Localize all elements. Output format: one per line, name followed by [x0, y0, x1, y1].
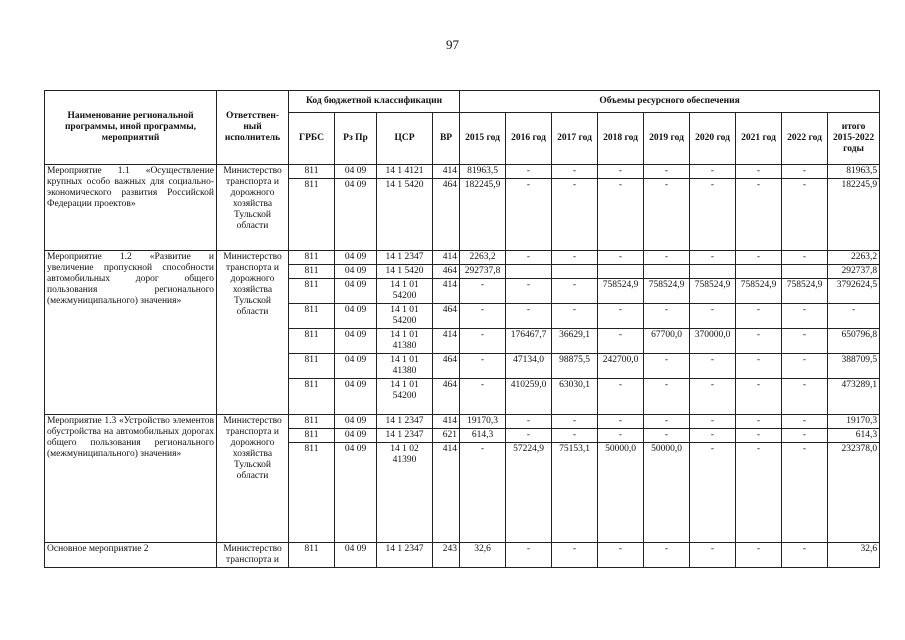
- volume-cell: -: [506, 304, 552, 329]
- volume-cell: -: [506, 429, 552, 443]
- csr-cell: 14 1 5420: [377, 265, 433, 279]
- table-row: [45, 165, 880, 179]
- volume-cell: 614,3: [460, 429, 506, 443]
- volume-cell: -: [598, 429, 644, 443]
- measure-name: Основное мероприятие 2: [45, 543, 217, 568]
- grbs-cell: 811: [289, 354, 335, 379]
- volume-cell: 176467,7: [506, 329, 552, 354]
- measure-executor: Министерство транспорта и дорожного хозяйства Тульской области: [217, 251, 289, 415]
- volume-cell: -: [598, 304, 644, 329]
- table-row: [45, 543, 880, 568]
- volume-cell: -: [782, 429, 828, 443]
- volume-cell: -: [506, 543, 552, 568]
- volume-cell: 242700,0: [598, 354, 644, 379]
- vr-cell: 414: [433, 329, 460, 354]
- volume-cell: -: [552, 251, 598, 265]
- volume-cell: 2263,2: [460, 251, 506, 265]
- grbs-cell: 811: [289, 251, 335, 265]
- volume-cell: -: [690, 429, 736, 443]
- volume-cell: 758524,9: [782, 279, 828, 304]
- volume-cell: -: [644, 304, 690, 329]
- vr-cell: 464: [433, 265, 460, 279]
- volume-cell: -: [690, 304, 736, 329]
- header-name: Наименование региональной программы, иной программы, мероприятий: [45, 91, 217, 165]
- rzpr-cell: 04 09: [335, 265, 377, 279]
- volume-cell: -: [736, 543, 782, 568]
- volume-cell: [644, 265, 690, 279]
- volume-cell: -: [736, 443, 782, 543]
- grbs-cell: 811: [289, 179, 335, 251]
- volume-cell: -: [598, 379, 644, 415]
- volume-cell: 370000,0: [690, 329, 736, 354]
- csr-cell: 14 1 2347: [377, 251, 433, 265]
- volume-cell: -: [782, 379, 828, 415]
- header-year: 2017 год: [552, 113, 598, 165]
- volume-cell: -: [552, 429, 598, 443]
- volume-cell: 75153,1: [552, 443, 598, 543]
- vr-cell: 414: [433, 443, 460, 543]
- volume-cell: 63030,1: [552, 379, 598, 415]
- header-csr: ЦСР: [377, 113, 433, 165]
- measure-executor: Министерство транспорта и дорожного хозяйства Тульской области: [217, 415, 289, 543]
- volume-cell: -: [690, 379, 736, 415]
- volume-cell: -: [736, 165, 782, 179]
- volume-cell: 50000,0: [644, 443, 690, 543]
- volume-cell: -: [690, 354, 736, 379]
- vr-cell: 243: [433, 543, 460, 568]
- header-total: итого 2015-2022 годы: [828, 113, 880, 165]
- rzpr-cell: 04 09: [335, 251, 377, 265]
- volume-cell: -: [690, 179, 736, 251]
- total-cell: 232378,0: [828, 443, 880, 543]
- rzpr-cell: 04 09: [335, 429, 377, 443]
- rzpr-cell: 04 09: [335, 379, 377, 415]
- volume-cell: -: [598, 179, 644, 251]
- volume-cell: -: [598, 415, 644, 429]
- volume-cell: 182245,9: [460, 179, 506, 251]
- volume-cell: -: [782, 443, 828, 543]
- header-year: 2015 год: [460, 113, 506, 165]
- volume-cell: -: [690, 543, 736, 568]
- grbs-cell: 811: [289, 329, 335, 354]
- volume-cell: -: [460, 329, 506, 354]
- header-grbs: ГРБС: [289, 113, 335, 165]
- volume-cell: -: [736, 379, 782, 415]
- volume-cell: 758524,9: [644, 279, 690, 304]
- volume-cell: -: [736, 415, 782, 429]
- header-year: 2021 год: [736, 113, 782, 165]
- volume-cell: -: [782, 415, 828, 429]
- volume-cell: -: [552, 415, 598, 429]
- volume-cell: -: [690, 415, 736, 429]
- vr-cell: 414: [433, 165, 460, 179]
- header-year: 2022 год: [782, 113, 828, 165]
- resource-table: [44, 90, 880, 568]
- volume-cell: -: [552, 304, 598, 329]
- volume-cell: -: [644, 354, 690, 379]
- volume-cell: -: [782, 251, 828, 265]
- total-cell: 2263,2: [828, 251, 880, 265]
- csr-cell: 14 1 2347: [377, 429, 433, 443]
- rzpr-cell: 04 09: [335, 179, 377, 251]
- grbs-cell: 811: [289, 304, 335, 329]
- rzpr-cell: 04 09: [335, 543, 377, 568]
- volume-cell: [690, 265, 736, 279]
- volume-cell: -: [598, 165, 644, 179]
- header-year: 2020 год: [690, 113, 736, 165]
- rzpr-cell: 04 09: [335, 354, 377, 379]
- table-row: [45, 251, 880, 265]
- volume-cell: [552, 265, 598, 279]
- volume-cell: -: [552, 543, 598, 568]
- volume-cell: -: [644, 415, 690, 429]
- volume-cell: 292737,8: [460, 265, 506, 279]
- vr-cell: 414: [433, 279, 460, 304]
- csr-cell: 14 1 2347: [377, 415, 433, 429]
- measure-executor: Министерство транспорта и дорожного хозяйства Тульской области: [217, 165, 289, 251]
- volume-cell: 81963,5: [460, 165, 506, 179]
- header-kbk: Код бюджетной классификации: [289, 91, 460, 113]
- table-row: [45, 415, 880, 429]
- total-cell: 473289,1: [828, 379, 880, 415]
- volume-cell: [782, 265, 828, 279]
- volume-cell: -: [644, 165, 690, 179]
- volume-cell: 410259,0: [506, 379, 552, 415]
- volume-cell: -: [736, 354, 782, 379]
- volume-cell: -: [736, 429, 782, 443]
- volume-cell: -: [782, 165, 828, 179]
- volume-cell: -: [552, 179, 598, 251]
- header-year: 2018 год: [598, 113, 644, 165]
- csr-cell: 14 1 01 54200: [377, 304, 433, 329]
- measure-name: Мероприятие 1.2 «Развитие и увеличение пропускной способности автомобильных дорог общего пользования регионального (межмуниципального) значения»: [45, 251, 217, 415]
- rzpr-cell: 04 09: [335, 279, 377, 304]
- rzpr-cell: 04 09: [335, 329, 377, 354]
- csr-cell: 14 1 02 41390: [377, 443, 433, 543]
- grbs-cell: 811: [289, 379, 335, 415]
- volume-cell: -: [782, 179, 828, 251]
- volume-cell: -: [506, 415, 552, 429]
- csr-cell: 14 1 5420: [377, 179, 433, 251]
- volume-cell: -: [460, 304, 506, 329]
- total-cell: 19170,3: [828, 415, 880, 429]
- rzpr-cell: 04 09: [335, 165, 377, 179]
- volume-cell: -: [506, 165, 552, 179]
- volume-cell: -: [460, 354, 506, 379]
- volume-cell: -: [736, 304, 782, 329]
- volume-cell: 57224,9: [506, 443, 552, 543]
- volume-cell: 758524,9: [690, 279, 736, 304]
- vr-cell: 464: [433, 179, 460, 251]
- volume-cell: 19170,3: [460, 415, 506, 429]
- header-rzpr: Рз Пр: [335, 113, 377, 165]
- total-cell: 32,6: [828, 543, 880, 568]
- header-year: 2019 год: [644, 113, 690, 165]
- volume-cell: -: [782, 329, 828, 354]
- csr-cell: 14 1 4121: [377, 165, 433, 179]
- measure-name: Мероприятие 1.1 «Осуществление крупных особо важных для социально-экономического развития Российской Федерации проектов»: [45, 165, 217, 251]
- grbs-cell: 811: [289, 279, 335, 304]
- csr-cell: 14 1 01 54200: [377, 279, 433, 304]
- grbs-cell: 811: [289, 265, 335, 279]
- total-cell: 614,3: [828, 429, 880, 443]
- grbs-cell: 811: [289, 429, 335, 443]
- csr-cell: 14 1 2347: [377, 543, 433, 568]
- volume-cell: -: [690, 251, 736, 265]
- volume-cell: 67700,0: [644, 329, 690, 354]
- volume-cell: [736, 265, 782, 279]
- volume-cell: -: [736, 179, 782, 251]
- total-cell: 388709,5: [828, 354, 880, 379]
- grbs-cell: 811: [289, 443, 335, 543]
- volume-cell: -: [736, 329, 782, 354]
- volume-cell: 47134,0: [506, 354, 552, 379]
- grbs-cell: 811: [289, 415, 335, 429]
- volume-cell: 758524,9: [598, 279, 644, 304]
- volume-cell: -: [460, 379, 506, 415]
- volume-cell: -: [552, 165, 598, 179]
- rzpr-cell: 04 09: [335, 443, 377, 543]
- grbs-cell: 811: [289, 165, 335, 179]
- volume-cell: -: [506, 179, 552, 251]
- volume-cell: 758524,9: [736, 279, 782, 304]
- volume-cell: 98875,5: [552, 354, 598, 379]
- volume-cell: -: [690, 165, 736, 179]
- volume-cell: -: [644, 379, 690, 415]
- volume-cell: -: [644, 179, 690, 251]
- vr-cell: 414: [433, 415, 460, 429]
- volume-cell: -: [460, 279, 506, 304]
- measure-executor: Министерство транспорта и: [217, 543, 289, 568]
- total-cell: 182245,9: [828, 179, 880, 251]
- volume-cell: 36629,1: [552, 329, 598, 354]
- vr-cell: 414: [433, 251, 460, 265]
- volume-cell: 32,6: [460, 543, 506, 568]
- volume-cell: -: [552, 279, 598, 304]
- header-vr: ВР: [433, 113, 460, 165]
- volume-cell: -: [644, 429, 690, 443]
- csr-cell: 14 1 01 41380: [377, 354, 433, 379]
- total-cell: 3792624,5: [828, 279, 880, 304]
- header-volumes: Объемы ресурсного обеспечения: [460, 91, 880, 113]
- volume-cell: -: [644, 543, 690, 568]
- vr-cell: 621: [433, 429, 460, 443]
- volume-cell: -: [506, 279, 552, 304]
- volume-cell: -: [506, 251, 552, 265]
- volume-cell: -: [644, 251, 690, 265]
- header-year: 2016 год: [506, 113, 552, 165]
- measure-name: Мероприятие 1.3 «Устройство элементов обустройства на автомобильных дорогах общего пользования регионального (межмуниципального) значения»: [45, 415, 217, 543]
- vr-cell: 464: [433, 354, 460, 379]
- volume-cell: -: [690, 443, 736, 543]
- volume-cell: -: [782, 304, 828, 329]
- header-exec: Ответствен-ный исполнитель: [217, 91, 289, 165]
- rzpr-cell: 04 09: [335, 304, 377, 329]
- total-cell: 292737,8: [828, 265, 880, 279]
- vr-cell: 464: [433, 379, 460, 415]
- csr-cell: 14 1 01 41380: [377, 329, 433, 354]
- volume-cell: [598, 265, 644, 279]
- volume-cell: -: [782, 354, 828, 379]
- volume-cell: -: [782, 543, 828, 568]
- volume-cell: -: [598, 543, 644, 568]
- total-cell: 650796,8: [828, 329, 880, 354]
- csr-cell: 14 1 01 54200: [377, 379, 433, 415]
- vr-cell: 464: [433, 304, 460, 329]
- total-cell: -: [828, 304, 880, 329]
- volume-cell: -: [598, 251, 644, 265]
- volume-cell: -: [460, 443, 506, 543]
- volume-cell: 50000,0: [598, 443, 644, 543]
- rzpr-cell: 04 09: [335, 415, 377, 429]
- page-number: 97: [446, 37, 459, 52]
- volume-cell: [506, 265, 552, 279]
- grbs-cell: 811: [289, 543, 335, 568]
- volume-cell: -: [598, 329, 644, 354]
- total-cell: 81963,5: [828, 165, 880, 179]
- volume-cell: -: [736, 251, 782, 265]
